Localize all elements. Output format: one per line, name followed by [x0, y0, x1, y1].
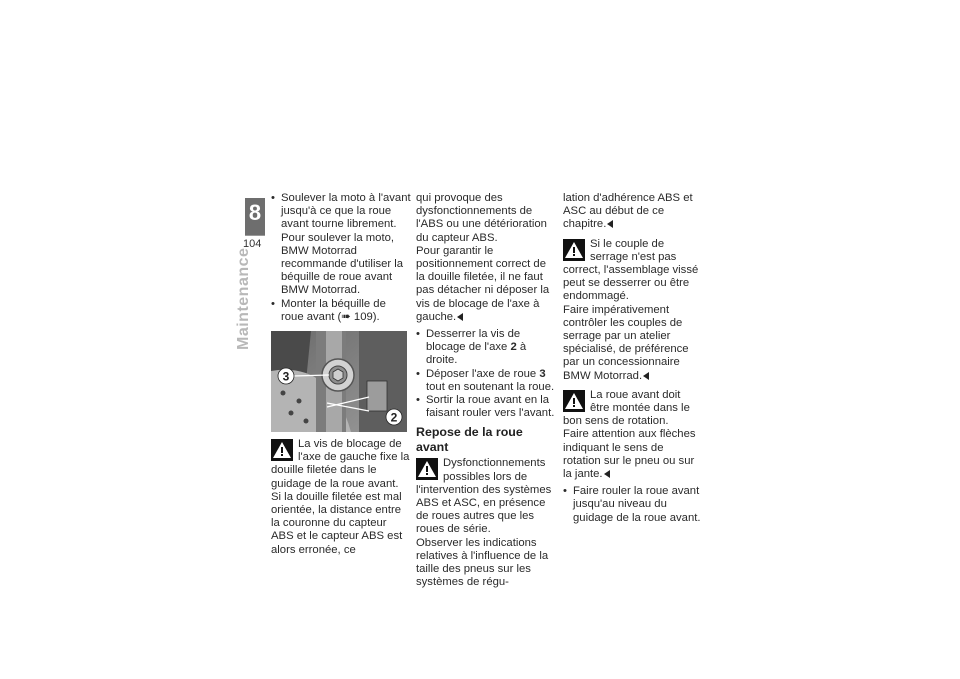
list-item: • Monter la béquille de roue avant (➠ 109).: [271, 298, 411, 324]
end-mark-icon: [604, 470, 610, 478]
warning-continuation: qui provoque des dysfonctionnements de l'ABS ou une détérioration du capteur ABS.: [416, 192, 547, 244]
warning-triangle-icon: [416, 458, 438, 480]
list-item: • Déposer l'axe de roue 3 tout en soutenant la roue.: [416, 368, 556, 394]
list-item: • Faire rouler la roue avant jusqu'au niveau du guidage de la roue avant.: [563, 485, 703, 525]
list-item: • Desserrer la vis de blocage de l'axe 2 à droite.: [416, 328, 556, 368]
wheel-axle-figure: [271, 331, 407, 432]
end-mark-icon: [607, 220, 613, 228]
warning-text: Faire attention aux flèches indiquant le sens de rotation sur le pneu ou sur la jante.: [563, 428, 696, 481]
warning-text: Faire impérativement contrôler les couples de serrage par un atelier spécialisé, de préférence par un concessionnaire BMW Motorrad.: [563, 303, 689, 382]
warning-block: [563, 389, 703, 481]
chapter-divider: [245, 235, 265, 236]
end-mark-icon: [457, 313, 463, 321]
warning-text: Observer les indications relatives à l'influence de la taille des pneus sur les systèmes de régu-: [416, 536, 549, 589]
warning-text: La roue avant doit être montée dans le bon sens de rotation.: [563, 388, 690, 428]
list-item: • Soulever la moto à l'avant jusqu'à ce que la roue avant tourne librement. Pour soulever la moto, BMW Motorrad recommande d'utiliser la béquille de roue avant BMW Motorrad.: [271, 192, 411, 298]
warning-block: [271, 438, 411, 557]
chapter-number: 8: [248, 200, 262, 225]
page-number: 104: [243, 238, 262, 250]
section-heading: Repose de la roue avant: [416, 425, 523, 455]
warning-triangle-icon: [271, 439, 293, 461]
warning-block: [563, 238, 703, 383]
warning-block: [416, 457, 556, 589]
chapter-tab: [245, 198, 265, 235]
column-3: [563, 192, 703, 525]
paragraph: Pour garantir le positionnement correct de la douille filetée, il ne faut pas détacher ni déposer la vis de blocage de l'axe à gauche.: [416, 244, 550, 323]
list-item: • Sortir la roue avant en la faisant rouler vers l'avant.: [416, 394, 556, 420]
warning-text: Si le couple de serrage n'est pas correct, l'assemblage vissé peut se desserrer ou être endommagé.: [563, 237, 699, 303]
column-1: [271, 192, 411, 557]
warning-text: La vis de blocage de l'axe de gauche fixe la douille filetée dans le guidage de la roue avant. Si la douille filetée est mal orientée, la distance entre la couronne du capteur ABS et le capteur ABS est alors erronée, ce: [271, 438, 410, 556]
callout-2: 2: [390, 410, 398, 425]
end-mark-icon: [643, 372, 649, 380]
section-label-text: Maintenance: [235, 247, 252, 350]
arrow-right-icon: ➠: [341, 310, 351, 323]
warning-triangle-icon: [563, 390, 585, 412]
column-2: [416, 192, 556, 589]
warning-triangle-icon: [563, 239, 585, 261]
page-reference[interactable]: 109).: [353, 310, 380, 323]
callout-3: 3: [282, 369, 290, 384]
warning-continuation: lation d'adhérence ABS et ASC au début de ce chapitre.: [563, 192, 693, 231]
wheel-axle-illustration: [271, 331, 407, 432]
warning-text: Dysfonctionnements possibles lors de l'intervention des systèmes ABS et ASC, en présence de roues autres que les roues de série.: [416, 457, 552, 536]
